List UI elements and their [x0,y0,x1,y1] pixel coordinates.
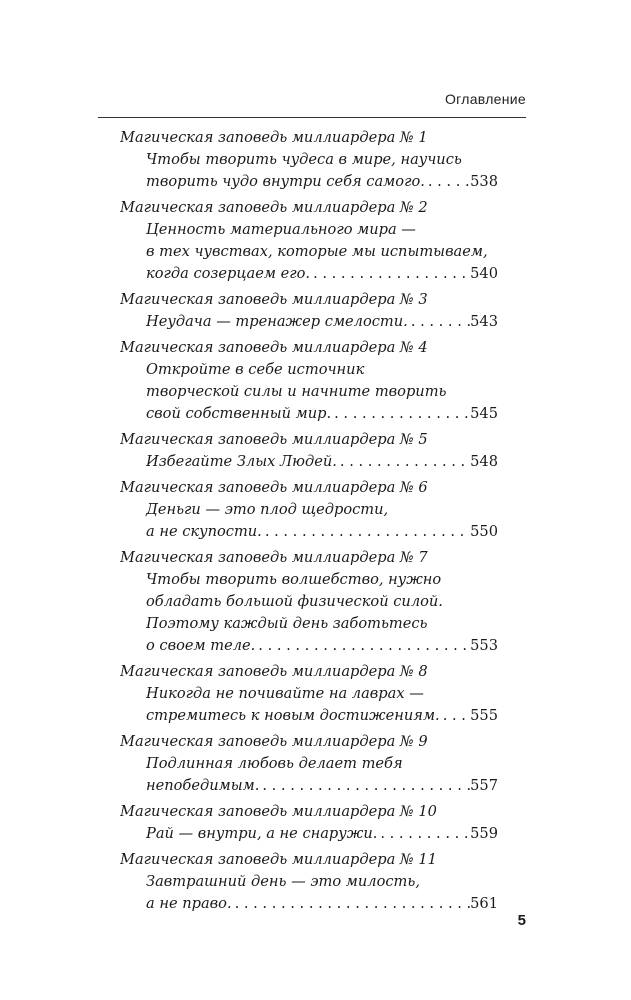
toc-entry-last-line [120,521,498,543]
toc-entry-line: Никогда не почивайте на лаврах — [146,685,424,702]
toc-entry-line: Деньги — это плод щедрости, [146,501,389,518]
toc-entry-heading: Магическая заповедь миллиардера № 11 [120,851,437,868]
toc-entry-heading: Магическая заповедь миллиардера № 4 [120,339,428,356]
toc-entry-page: 561 [470,895,498,912]
toc-entry-last-line [120,263,498,285]
dot-leader [232,893,471,915]
toc-entry-line: творческой силы и начните творить [146,383,447,400]
toc-entry-last-line [120,893,498,915]
toc-entry-heading: Магическая заповедь миллиардера № 6 [120,479,428,496]
toc-entry-page: 545 [470,405,498,422]
toc-entry [120,661,498,727]
toc-entry-line: Ценность материального мира — [146,221,416,238]
toc-entry-page: 548 [470,453,498,470]
toc-entry-last-line [120,451,498,473]
header-rule [98,117,526,118]
toc-entry-last-line [120,775,498,797]
dot-leader [259,775,470,797]
toc-entry-title-end: стремитесь к новым достижениям. [146,707,440,724]
toc-entry-last-line [120,403,498,425]
toc-entry-heading: Магическая заповедь миллиардера № 3 [120,291,428,308]
running-head-title: Оглавление [444,91,526,107]
toc-entry [120,849,498,915]
dot-leader [440,705,470,727]
toc-entry-title-end: Рай — внутри, а не снаружи. [146,825,378,842]
toc-entry-heading: Магическая заповедь миллиардера № 7 [120,549,428,566]
toc-entry [120,731,498,797]
toc-entry-heading: Магическая заповедь миллиардера № 10 [120,803,437,820]
toc-entry-heading: Магическая заповедь миллиардера № 5 [120,431,428,448]
dot-leader [255,635,470,657]
toc-entry [120,289,498,333]
toc-entry-heading: Магическая заповедь миллиардера № 2 [120,199,428,216]
dot-leader [310,263,470,285]
toc-entry-title-end: а не право. [146,895,232,912]
toc-entry-page: 543 [470,313,498,330]
dot-leader [408,311,470,333]
toc-entry [120,801,498,845]
dot-leader [377,823,470,845]
toc-entry-line: в тех чувствах, которые мы испытываем, [146,243,488,260]
toc-entry-title-end: Неудача — тренажер смелости. [146,313,408,330]
toc-entry-line: Чтобы творить чудеса в мире, научись [146,151,462,168]
toc-entry-line: Подлинная любовь делает тебя [146,755,403,772]
dot-leader [331,403,470,425]
toc-entry-page: 555 [470,707,498,724]
toc-entry [120,197,498,285]
dot-leader [337,451,470,473]
toc-entry-page: 550 [470,523,498,540]
toc-entry-title-end: творить чудо внутри себя самого. [146,173,425,190]
toc-entry-title-end: непобедимым. [146,777,260,794]
toc-entry-line: Поэтому каждый день заботьтесь [146,615,428,632]
toc-entry-title-end: о своем теле. [146,637,256,654]
toc-entry [120,127,498,193]
toc-entry-last-line [120,635,498,657]
toc-entry-title-end: а не скупости. [146,523,262,540]
toc-entry-title-end: Избегайте Злых Людей. [146,453,337,470]
toc-entry [120,429,498,473]
toc-entry-page: 559 [470,825,498,842]
toc-entry [120,547,498,657]
dot-leader [425,171,470,193]
toc-entry [120,337,498,425]
toc-entry-heading: Магическая заповедь миллиардера № 1 [120,129,428,146]
table-of-contents [120,127,498,919]
toc-entry-last-line [120,705,498,727]
toc-entry [120,477,498,543]
toc-entry-page: 553 [470,637,498,654]
toc-entry-last-line [120,171,498,193]
toc-entry-page: 557 [470,777,498,794]
toc-entry-title-end: когда созерцаем его. [146,265,311,282]
toc-entry-heading: Магическая заповедь миллиардера № 9 [120,733,428,750]
toc-entry-page: 538 [470,173,498,190]
page-number: 5 [517,912,526,929]
dot-leader [262,521,470,543]
toc-entry-line: Завтрашний день — это милость, [146,873,420,890]
toc-entry-heading: Магическая заповедь миллиардера № 8 [120,663,428,680]
toc-entry-last-line [120,823,498,845]
toc-entry-title-end: свой собственный мир. [146,405,332,422]
toc-entry-page: 540 [470,265,498,282]
toc-entry-line: обладать большой физической силой. [146,593,443,610]
toc-entry-line: Чтобы творить волшебство, нужно [146,571,442,588]
toc-entry-line: Откройте в себе источник [146,361,365,378]
toc-entry-last-line [120,311,498,333]
